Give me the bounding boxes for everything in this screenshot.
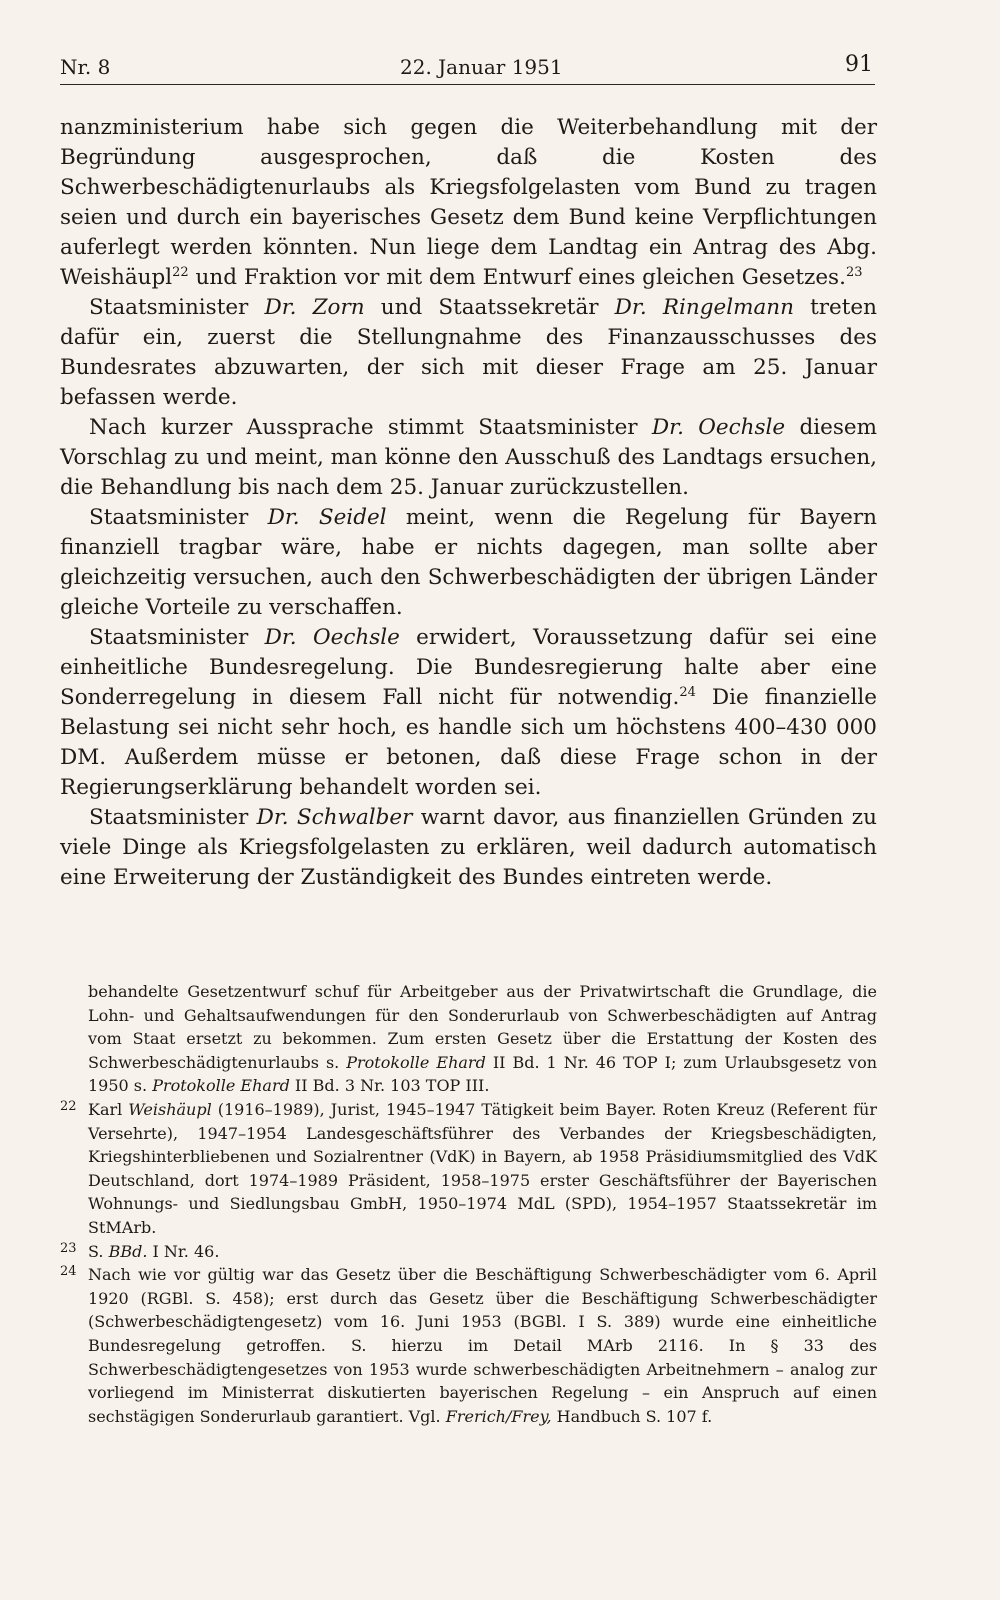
paragraph: Staatsminister Dr. Seidel meint, wenn die Regelung für Bayern finanziell tragbar wäre, habe er nichts dagegen, man sollte aber gleichzeitig versuchen, auch den Schwerbeschädigten der übrigen Länder gleiche Vorteile zu verschaffen.: [60, 505, 877, 620]
paragraph: Staatsminister Dr. Zorn und Staatssekretär Dr. Ringelmann treten dafür ein, zuerst die Stellungnahme des Finanzausschusses des Bundesrates abzuwarten, der sich mit dieser Frage am 25. Januar befassen werde.: [60, 295, 877, 410]
footnote-23: 23 S. BBd. I Nr. 46.: [60, 1240, 877, 1264]
footnote-number: 24: [60, 1264, 77, 1280]
issue-number: Nr. 8: [60, 55, 111, 79]
paragraph: Staatsminister Dr. Oechsle erwidert, Voraussetzung dafür sei eine einheitliche Bundesregelung. Die Bundesregierung halte aber eine Sonderregelung in diesem Fall nicht für notwendig.$^{24}$ Die finanzielle Belastung sei nicht sehr hoch, es handle sich um höchstens 400–430 000 DM. Außerdem müsse er betonen, daß diese Frage schon in der Regierungserklärung behandelt worden sei.: [60, 625, 878, 800]
main-text: [60, 113, 877, 893]
person-name: Zorn: [312, 295, 365, 320]
footnote-ref: 23: [845, 265, 863, 280]
meeting-date: 22. Januar 1951: [400, 55, 563, 79]
footnote-number: 22: [60, 1098, 77, 1114]
footnote-22: 22 Karl Weishäupl (1916–1989), Jurist, 1945–1947 Tätigkeit beim Bayer. Roten Kreuz (Referent für Versehrte), 1947–1954 Landesgeschäftsführer des Verbandes der Kriegsbeschädigten, Kriegshinterbliebenen und Sozialrentner (VdK) in Bayern, ab 1958 Präsidiumsmitglied des VdK Deutschland, dort 1974–1989 Präsident, 1958–1975 erster Geschäftsführer der Bayerischen Wohnungs- und Siedlungsbau GmbH, 1950–1974 MdL (SPD), 1954–1957 Staatssekretär im StMArb.: [60, 1098, 877, 1240]
running-header: [60, 50, 875, 85]
person-name: Weishäupl: [128, 1099, 212, 1119]
page-number: 91: [845, 52, 873, 77]
footnote-number: 23: [60, 1240, 77, 1256]
person-name: Ringelmann: [662, 295, 794, 320]
footnote-ref: 22: [172, 265, 189, 280]
person-name: Schwalber: [296, 805, 413, 830]
person-name: Seidel: [318, 505, 387, 530]
paragraph: Staatsminister Dr. Schwalber warnt davor, aus finanziellen Gründen zu viele Dinge als Kriegsfolgelasten zu erklären, weil dadurch automatisch eine Erweiterung der Zuständigkeit des Bundes eintreten werde.: [60, 805, 877, 890]
footnote-24: 24 Nach wie vor gültig war das Gesetz über die Beschäftigung Schwerbeschädigter vom 6. April 1920 (RGBl. S. 458); erst durch das Gesetz über die Beschäftigung Schwerbeschädigter (Schwerbeschädigtengesetz) vom 16. Juni 1953 (BGBl. I S. 389) wurde eine einheitliche Bundesregelung getroffen. S. hierzu im Detail MArb 2116. In § 33 des Schwerbeschädigtengesetzes von 1953 wurde schwerbeschädigten Arbeitnehmern – analog zur vorliegend im Ministerrat diskutierten bayerischen Regelung – ein Anspruch auf einen sechstägigen Sonderurlaub garantiert. Vgl. Frerich/Frey, Handbuch S. 107 f.: [60, 1263, 877, 1428]
footnote-ref: 24: [679, 685, 696, 700]
paragraph: nanzministerium habe sich gegen die Weiterbehandlung mit der Begründung ausgesprochen, daß die Kosten des Schwerbeschädigtenurlaubs als Kriegsfolgelasten vom Bund zu tragen seien und durch ein bayerisches Gesetz dem Bund keine Verpflichtungen auferlegt werden könnten. Nun liege dem Landtag ein Antrag des Abg. Weishäupl$^{22}$ und Fraktion vor mit dem Entwurf eines gleichen Gesetzes.$^{23}$: [60, 115, 877, 290]
paragraph: Nach kurzer Aussprache stimmt Staatsminister Dr. Oechsle diesem Vorschlag zu und meint, man könne den Ausschuß des Landtags ersuchen, die Behandlung bis nach dem 25. Januar zurückzustellen.: [60, 415, 877, 500]
footnotes: [60, 980, 877, 1428]
person-name: Oechsle: [312, 625, 400, 650]
footnote-continuation: behandelte Gesetzentwurf schuf für Arbeitgeber aus der Privatwirtschaft die Grundlage, die Lohn- und Gehaltsaufwendungen für den Sonderurlaub von Schwerbeschädigten auf Antrag vom Staat ersetzt zu bekommen. Zum ersten Gesetz über die Erstattung der Kosten des Schwerbeschädigtenurlaubs s. Protokolle Ehard II Bd. 1 Nr. 46 TOP I; zum Urlaubsgesetz von 1950 s. Protokolle Ehard II Bd. 3 Nr. 103 TOP III.: [88, 982, 878, 1096]
person-name: Oechsle: [698, 415, 786, 440]
